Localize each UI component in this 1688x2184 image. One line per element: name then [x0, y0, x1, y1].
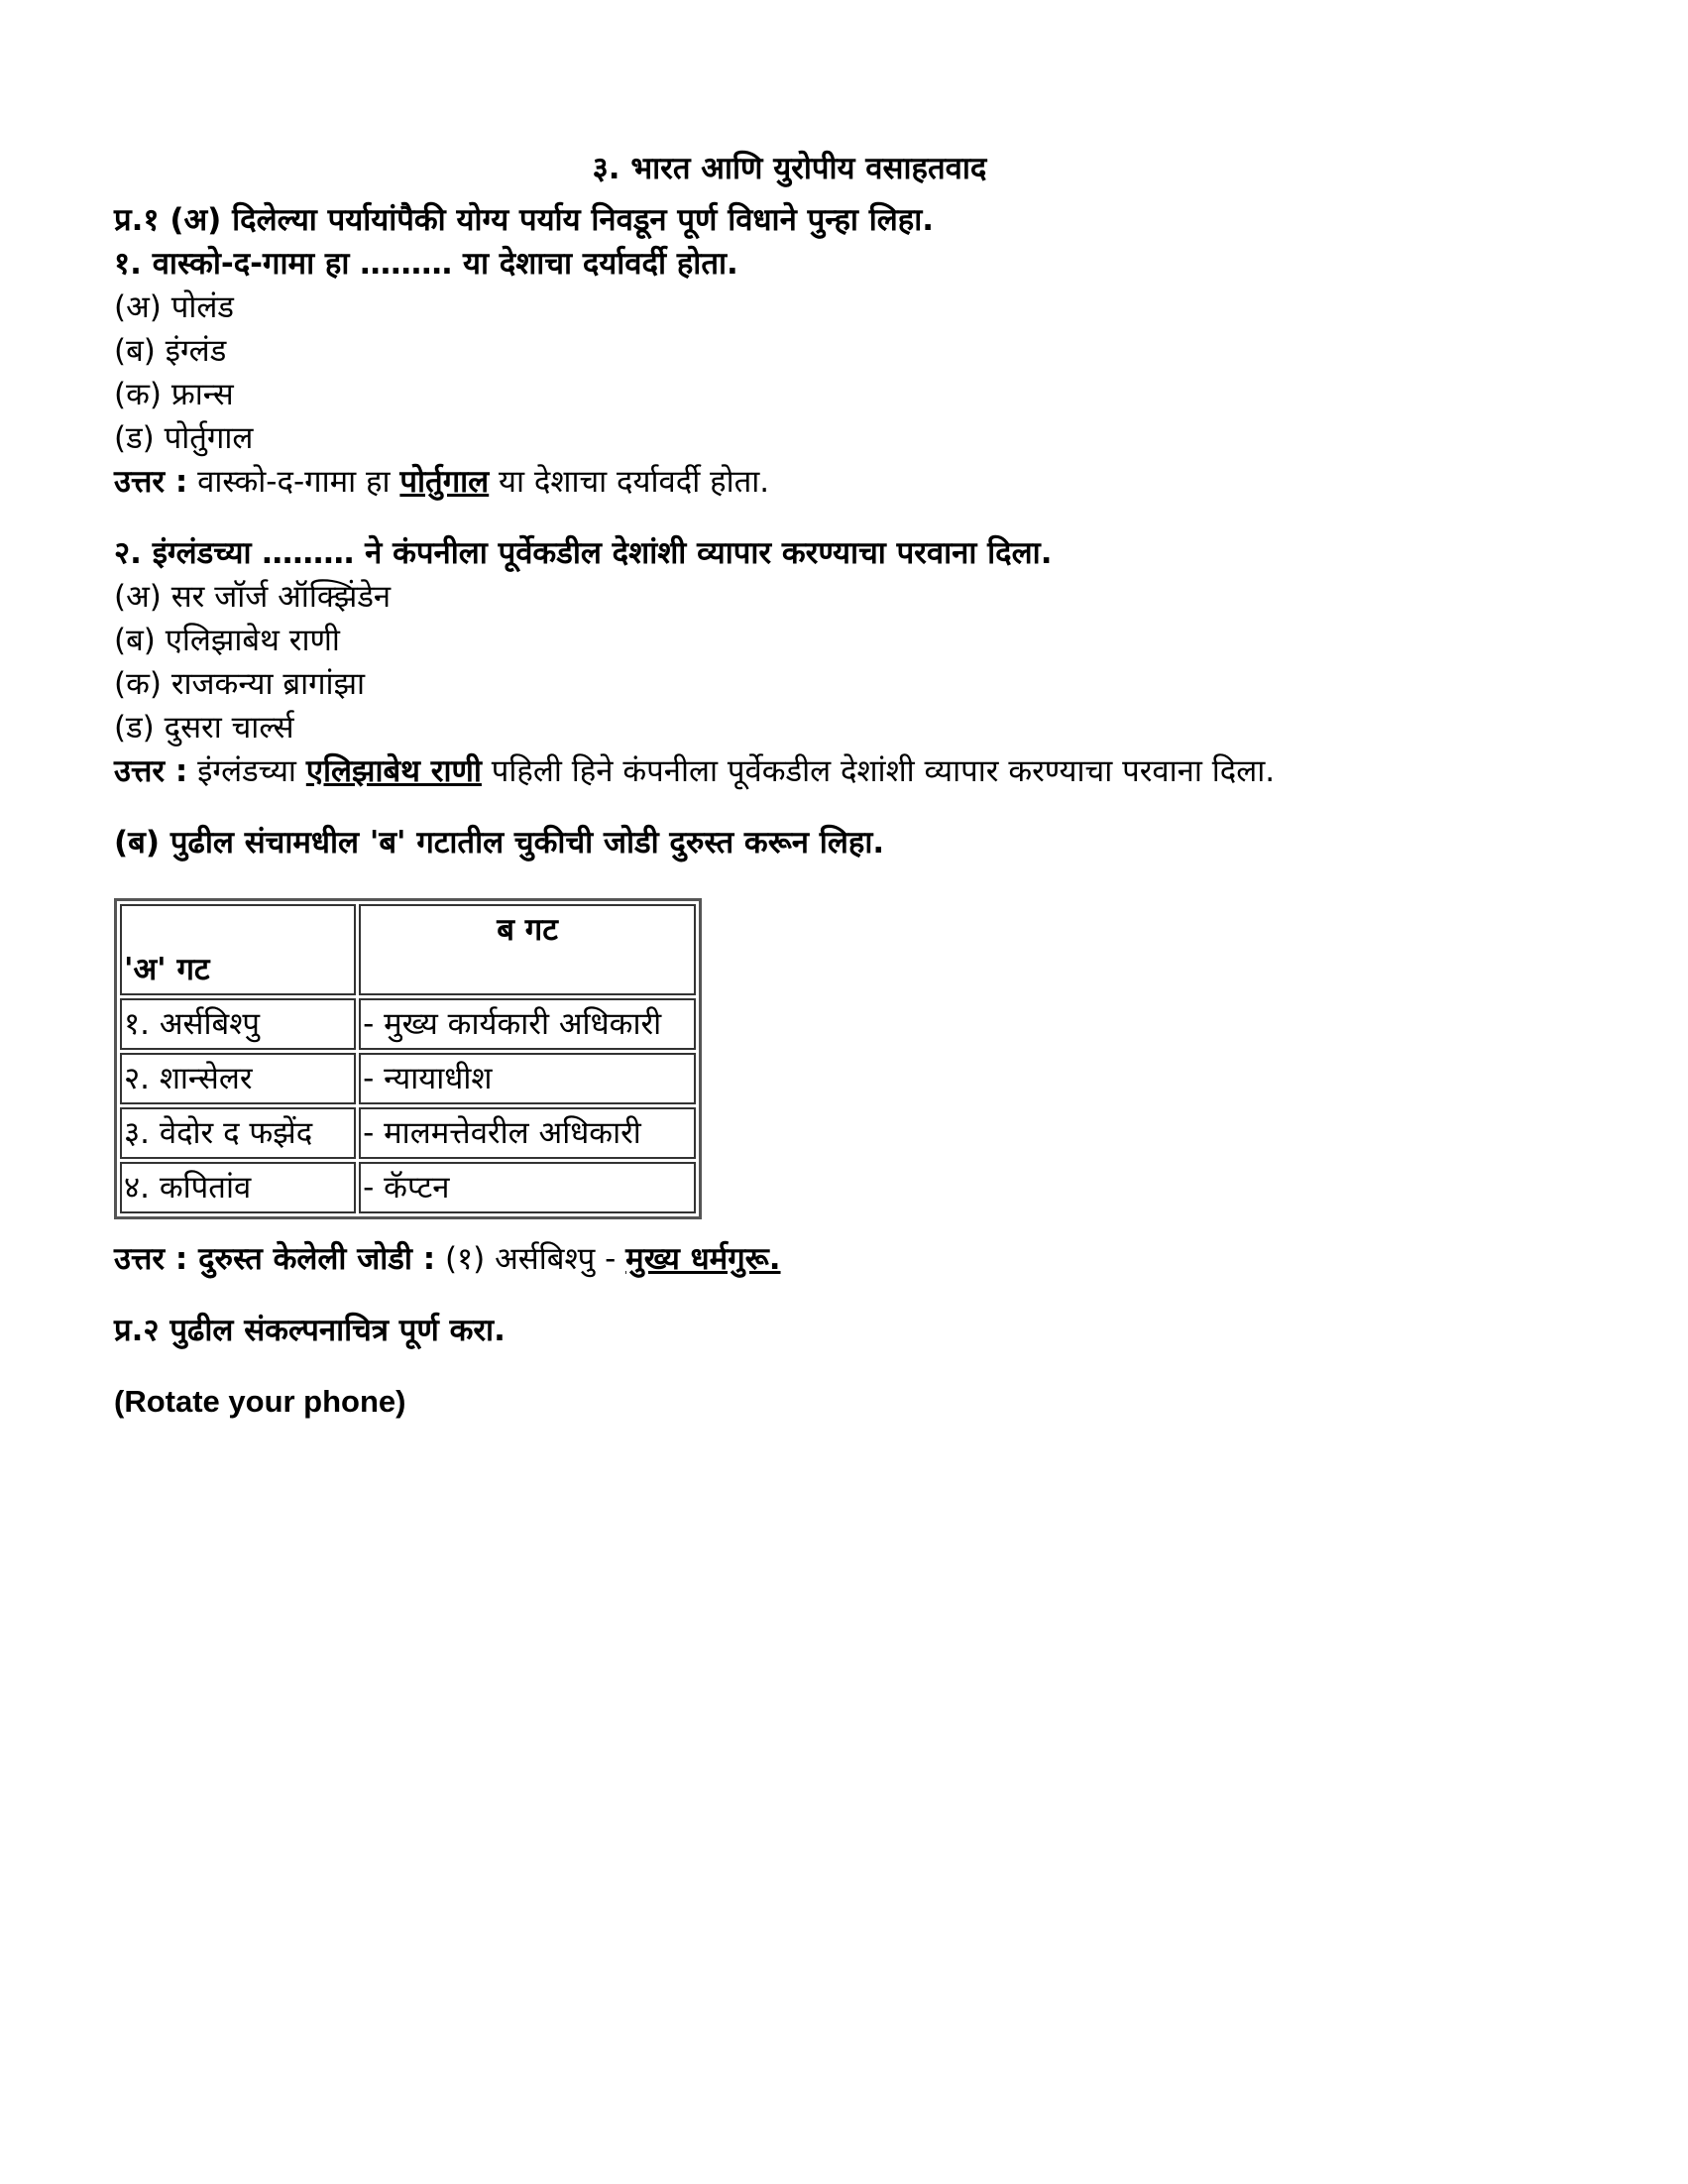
table-row [120, 1107, 696, 1159]
answer-text-pre: वास्को-द-गामा हा [187, 464, 400, 500]
table-header-row [120, 904, 696, 995]
q1-item2-answer [114, 749, 1581, 793]
answer-key-term: मुख्य धर्मगुरू. [625, 1241, 781, 1277]
q1-item2-question: २. इंग्लंडच्या ……… ने कंपनीला पूर्वेकडील देशांशी व्यापार करण्याचा परवाना दिला. [114, 535, 1053, 571]
chapter-title: ३. भारत आणि युरोपीय वसाहतवाद [592, 151, 987, 186]
answer-label: उत्तर : [114, 464, 188, 500]
answer-key-term: एलिझाबेथ राणी [305, 753, 482, 789]
answer-key-term: पोर्तुगाल [399, 464, 490, 500]
table-row [120, 998, 696, 1050]
q1-item1-option-a: (अ) पोलंड [114, 289, 234, 325]
q1-item2-option-c: (क) राजकन्या ब्रागांझा [114, 666, 366, 702]
answer-label: उत्तर : दुरुस्त केलेली जोडी : [114, 1241, 436, 1277]
answer-text-post: या देशाचा दर्यावर्दी होता. [489, 464, 770, 500]
q1b-heading: (ब) पुढील संचामधील 'ब' गटातील चुकीची जोडी दुरुस्त करून लिहा. [114, 825, 885, 861]
q1b-answer [114, 1237, 1581, 1281]
q1-item1-option-c: (क) फ्रान्स [114, 377, 234, 412]
rotate-phone-note: (Rotate your phone) [114, 1384, 406, 1419]
answer-text-post: पहिली हिने कंपनीला पूर्वेकडील देशांशी व्यापार करण्याचा परवाना दिला. [481, 753, 1276, 789]
q1-item2-option-a: (अ) सर जॉर्ज ऑक्झिंडेन [114, 579, 392, 615]
table-cell-b: - कॅप्टन [359, 1162, 696, 1213]
table-header-a: 'अ' गट [120, 904, 356, 995]
table-cell-a: ३. वेदोर द फझेंद [120, 1107, 356, 1159]
q1-item1-question: १. वास्को-द-गामा हा ……… या देशाचा दर्यावर्दी होता. [114, 246, 738, 282]
table-cell-a: १. अर्सबिश्पु [120, 998, 356, 1050]
q1-item1-answer [114, 460, 1581, 504]
table-row [120, 1053, 696, 1104]
document-content [114, 147, 1581, 1424]
answer-label: उत्तर : [114, 753, 188, 789]
table-cell-a: ४. कपितांव [120, 1162, 356, 1213]
table-cell-a: २. शान्सेलर [120, 1053, 356, 1104]
q1-item2-option-b: (ब) एलिझाबेथ राणी [114, 623, 340, 658]
q1-item1-option-b: (ब) इंग्लंड [114, 333, 227, 369]
table-row [120, 1162, 696, 1213]
q1-heading: प्र.१ (अ) दिलेल्या पर्यायांपैकी योग्य पर्याय निवडून पूर्ण विधाने पुन्हा लिहा. [114, 202, 935, 238]
table-cell-b: - मुख्य कार्यकारी अधिकारी [359, 998, 696, 1050]
q2-heading: प्र.२ पुढील संकल्पनाचित्र पूर्ण करा. [114, 1313, 506, 1348]
q1-item1-option-d: (ड) पोर्तुगाल [114, 420, 254, 456]
table-header-b: ब गट [359, 904, 696, 995]
matching-table [114, 898, 702, 1219]
answer-text-pre: इंग्लंडच्या [187, 753, 306, 789]
q1-item2-option-d: (ड) दुसरा चार्ल्स [114, 710, 294, 746]
table-cell-b: - मालमत्तेवरील अधिकारी [359, 1107, 696, 1159]
answer-text-pre: (१) अर्सबिश्पु - [435, 1241, 626, 1277]
table-cell-b: - न्यायाधीश [359, 1053, 696, 1104]
